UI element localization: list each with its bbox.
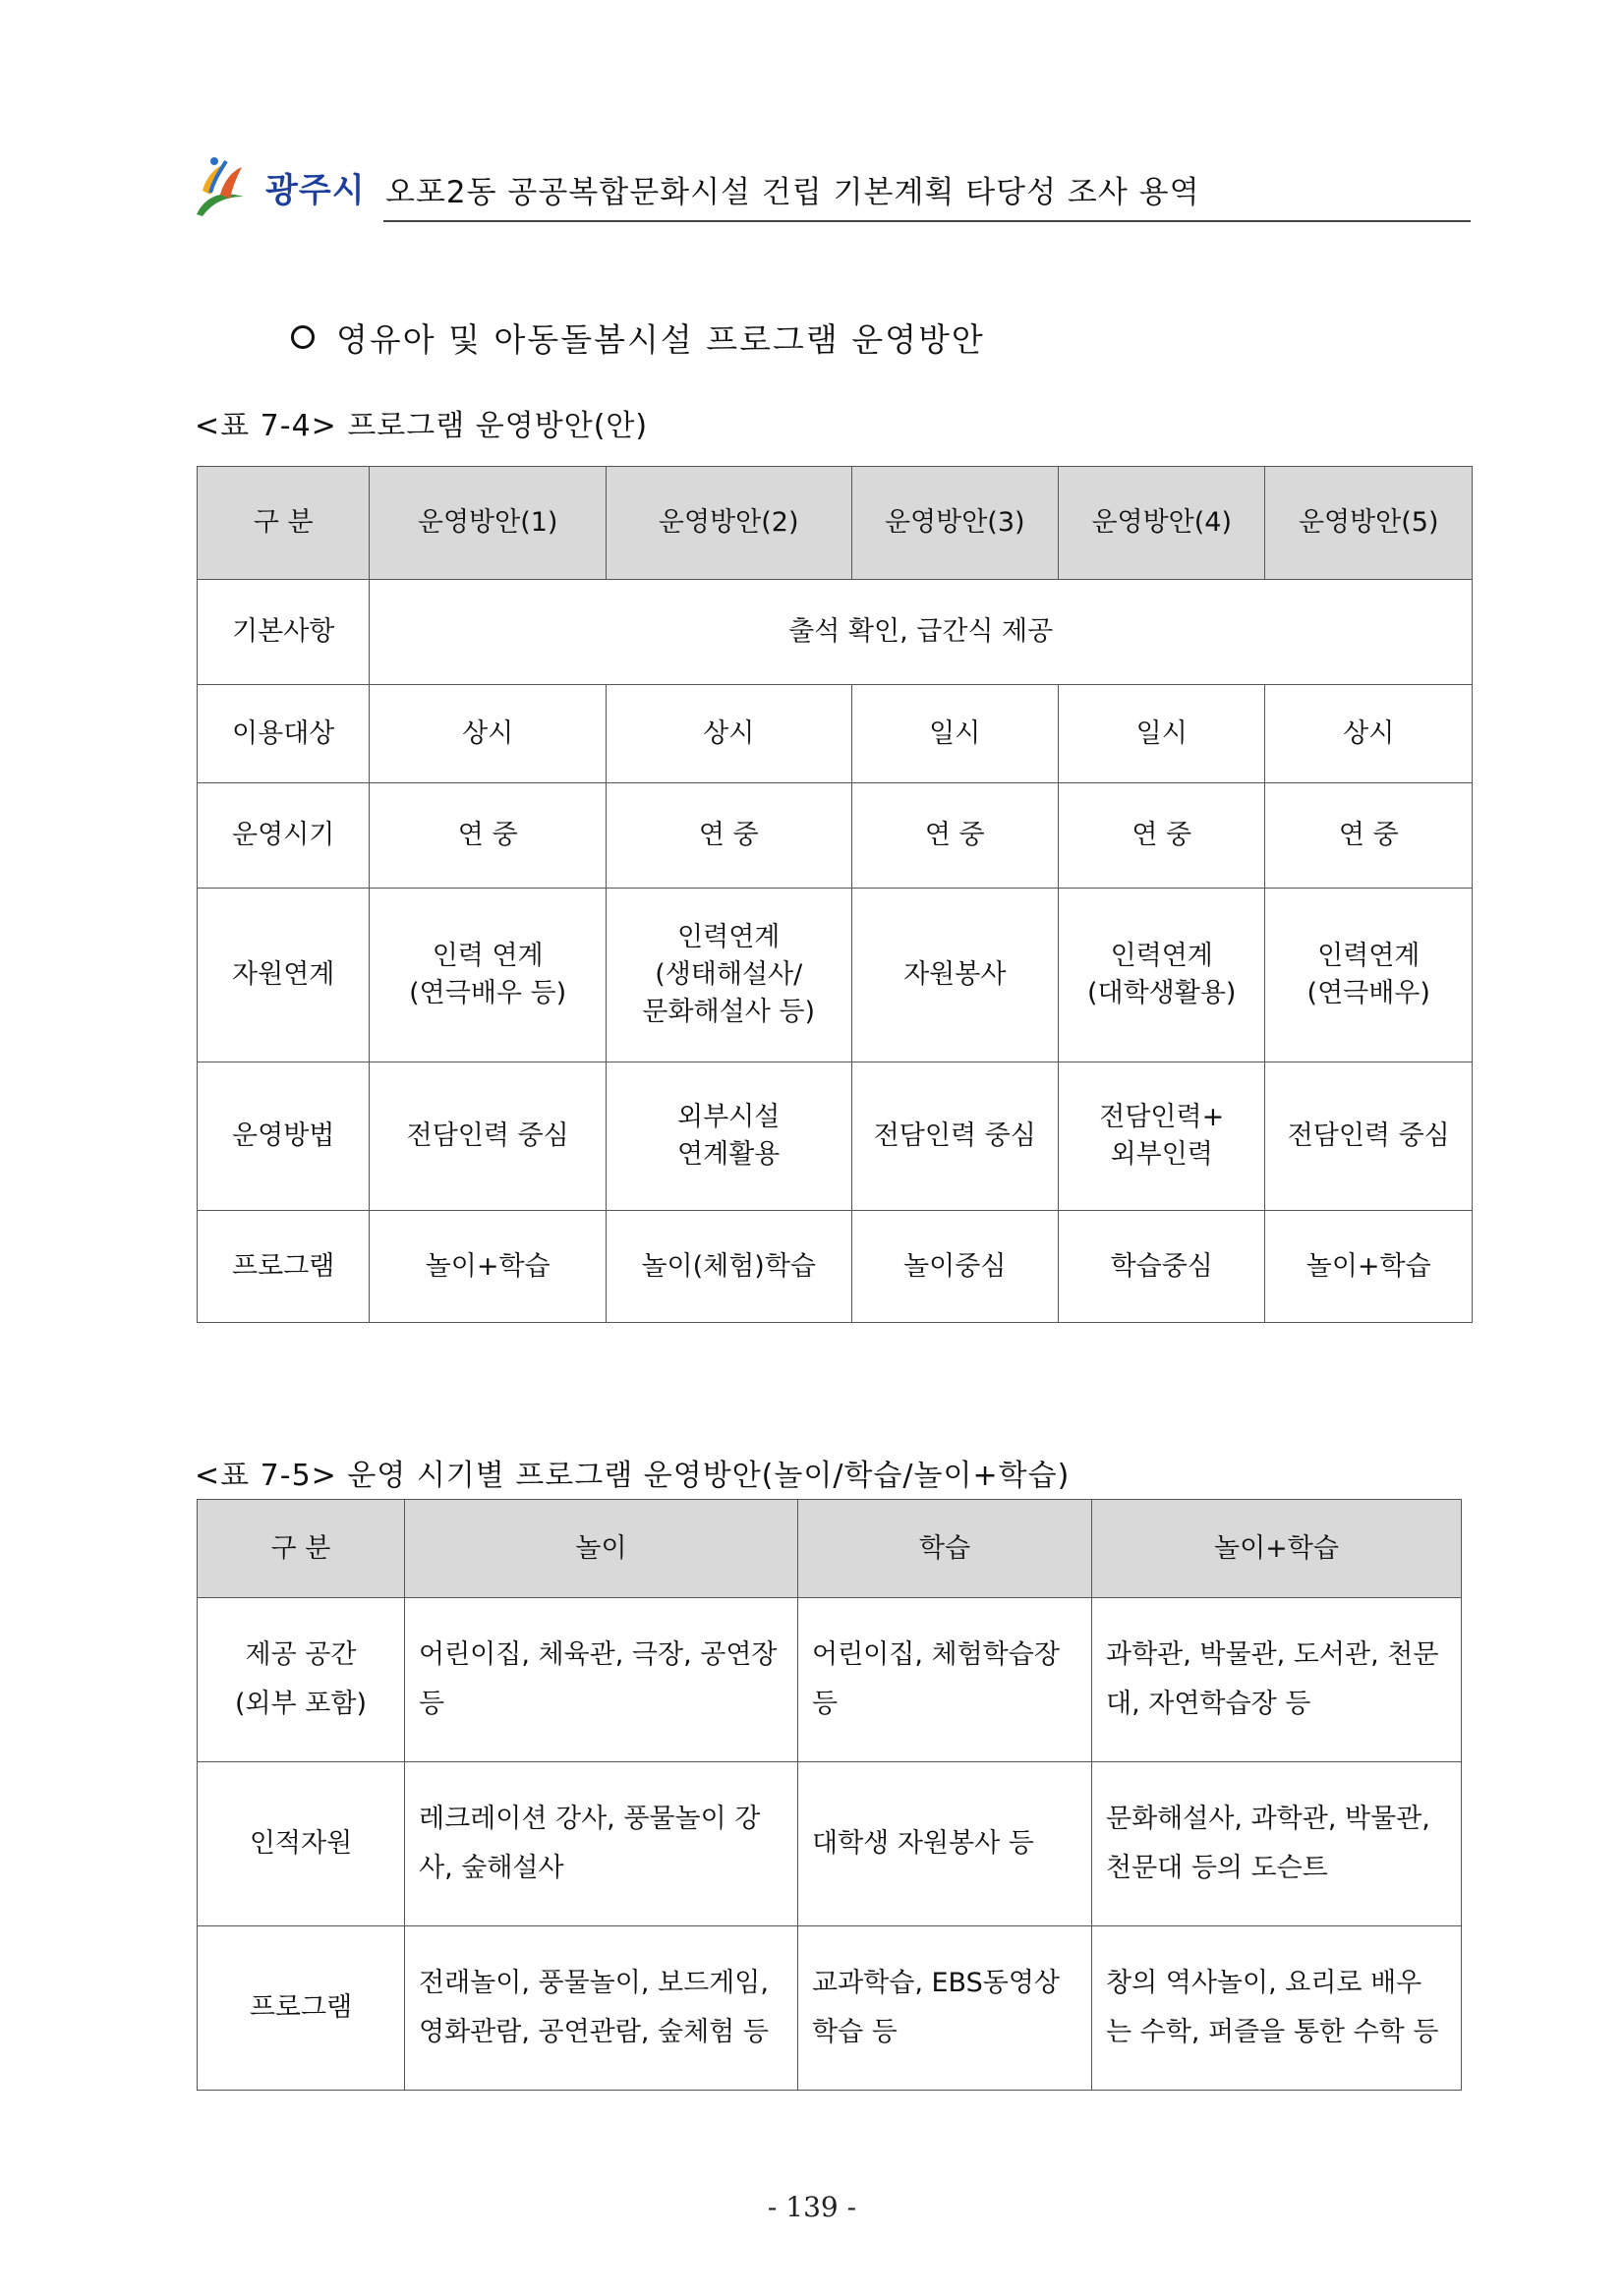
table-row	[198, 1211, 1473, 1323]
table-cell: 인력연계 (생태해설사/ 문화해설사 등)	[606, 889, 851, 1062]
program-plan-table	[197, 466, 1473, 1323]
brand-name: 광주시	[265, 171, 366, 210]
table-row	[198, 1598, 1462, 1762]
table-row	[198, 685, 1473, 783]
table-row	[198, 1762, 1462, 1926]
table-cell: 과학관, 박물관, 도서관, 천문대, 자연학습장 등	[1092, 1598, 1462, 1762]
table-cell: 상시	[1265, 685, 1473, 783]
header-cell: 학습	[798, 1500, 1092, 1598]
table-cell: 문화해설사, 과학관, 박물관, 천문대 등의 도슨트	[1092, 1762, 1462, 1926]
table-7-5-caption: <표 7-5> 운영 시기별 프로그램 운영방안(놀이/학습/놀이+학습)	[195, 1459, 1071, 1493]
table-header-row	[198, 1500, 1462, 1598]
page-number: - 139 -	[767, 2191, 857, 2223]
section-heading-text: 영유아 및 아동돌봄시설 프로그램 운영방안	[336, 320, 985, 359]
row-label: 인적자원	[198, 1762, 405, 1926]
table-cell: 외부시설 연계활용	[606, 1062, 851, 1211]
row-label: 이용대상	[198, 685, 370, 783]
table-cell: 레크레이션 강사, 풍물놀이 강사, 숲해설사	[405, 1762, 798, 1926]
table-cell: 전담인력+ 외부인력	[1058, 1062, 1264, 1211]
header-cell: 구 분	[198, 1500, 405, 1598]
table-row	[198, 889, 1473, 1062]
table-cell: 일시	[1058, 685, 1264, 783]
table-cell: 놀이중심	[851, 1211, 1058, 1323]
table-cell: 전래놀이, 풍물놀이, 보드게임, 영화관람, 공연관람, 숲체험 등	[405, 1926, 798, 2091]
row-label: 자원연계	[198, 889, 370, 1062]
basic-items-cell: 출석 확인, 급간식 제공	[370, 580, 1473, 685]
table-cell: 교과학습, EBS동영상학습 등	[798, 1926, 1092, 2091]
row-label: 기본사항	[198, 580, 370, 685]
header-cell: 놀이	[405, 1500, 798, 1598]
table-cell: 놀이(체험)학습	[606, 1211, 851, 1323]
table-cell: 전담인력 중심	[1265, 1062, 1473, 1211]
table-cell: 대학생 자원봉사 등	[798, 1762, 1092, 1926]
table-cell: 어린이집, 체육관, 극장, 공연장 등	[405, 1598, 798, 1762]
circle-bullet-icon	[291, 325, 315, 349]
table-row	[198, 580, 1473, 685]
table-header-row	[198, 467, 1473, 580]
table-cell: 인력 연계 (연극배우 등)	[370, 889, 607, 1062]
table-cell: 전담인력 중심	[851, 1062, 1058, 1211]
table-cell: 학습중심	[1058, 1211, 1264, 1323]
table-cell: 자원봉사	[851, 889, 1058, 1062]
header-cell: 놀이+학습	[1092, 1500, 1462, 1598]
table-cell: 상시	[606, 685, 851, 783]
row-label: 프로그램	[198, 1211, 370, 1323]
row-label: 운영방법	[198, 1062, 370, 1211]
header-cell: 운영방안(5)	[1265, 467, 1473, 580]
header-cell: 운영방안(1)	[370, 467, 607, 580]
table-cell: 연 중	[1058, 783, 1264, 889]
page-header	[193, 147, 1471, 226]
gwangju-city-logo	[193, 151, 248, 220]
header-cell: 운영방안(2)	[606, 467, 851, 580]
table-cell: 놀이+학습	[1265, 1211, 1473, 1323]
row-label: 제공 공간 (외부 포함)	[198, 1598, 405, 1762]
header-cell: 운영방안(3)	[851, 467, 1058, 580]
table-cell: 상시	[370, 685, 607, 783]
table-row	[198, 1062, 1473, 1211]
table-cell: 인력연계 (연극배우)	[1265, 889, 1473, 1062]
document-title: 오포2동 공공복합문화시설 건립 기본계획 타당성 조사 용역	[385, 175, 1200, 210]
header-divider	[383, 220, 1471, 222]
table-cell: 연 중	[851, 783, 1058, 889]
table-cell: 연 중	[606, 783, 851, 889]
row-label: 프로그램	[198, 1926, 405, 2091]
table-7-4-caption: <표 7-4> 프로그램 운영방안(안)	[195, 409, 649, 443]
row-label: 운영시기	[198, 783, 370, 889]
table-row	[198, 783, 1473, 889]
table-cell: 일시	[851, 685, 1058, 783]
seasonal-program-table	[197, 1499, 1462, 2091]
table-row	[198, 1926, 1462, 2091]
table-cell: 전담인력 중심	[370, 1062, 607, 1211]
section-heading	[291, 315, 985, 361]
table-cell: 놀이+학습	[370, 1211, 607, 1323]
header-cell: 운영방안(4)	[1058, 467, 1264, 580]
table-cell: 인력연계 (대학생활용)	[1058, 889, 1264, 1062]
table-cell: 연 중	[1265, 783, 1473, 889]
table-cell: 어린이집, 체험학습장 등	[798, 1598, 1092, 1762]
header-cell: 구 분	[198, 467, 370, 580]
table-cell: 연 중	[370, 783, 607, 889]
table-cell: 창의 역사놀이, 요리로 배우는 수학, 퍼즐을 통한 수학 등	[1092, 1926, 1462, 2091]
